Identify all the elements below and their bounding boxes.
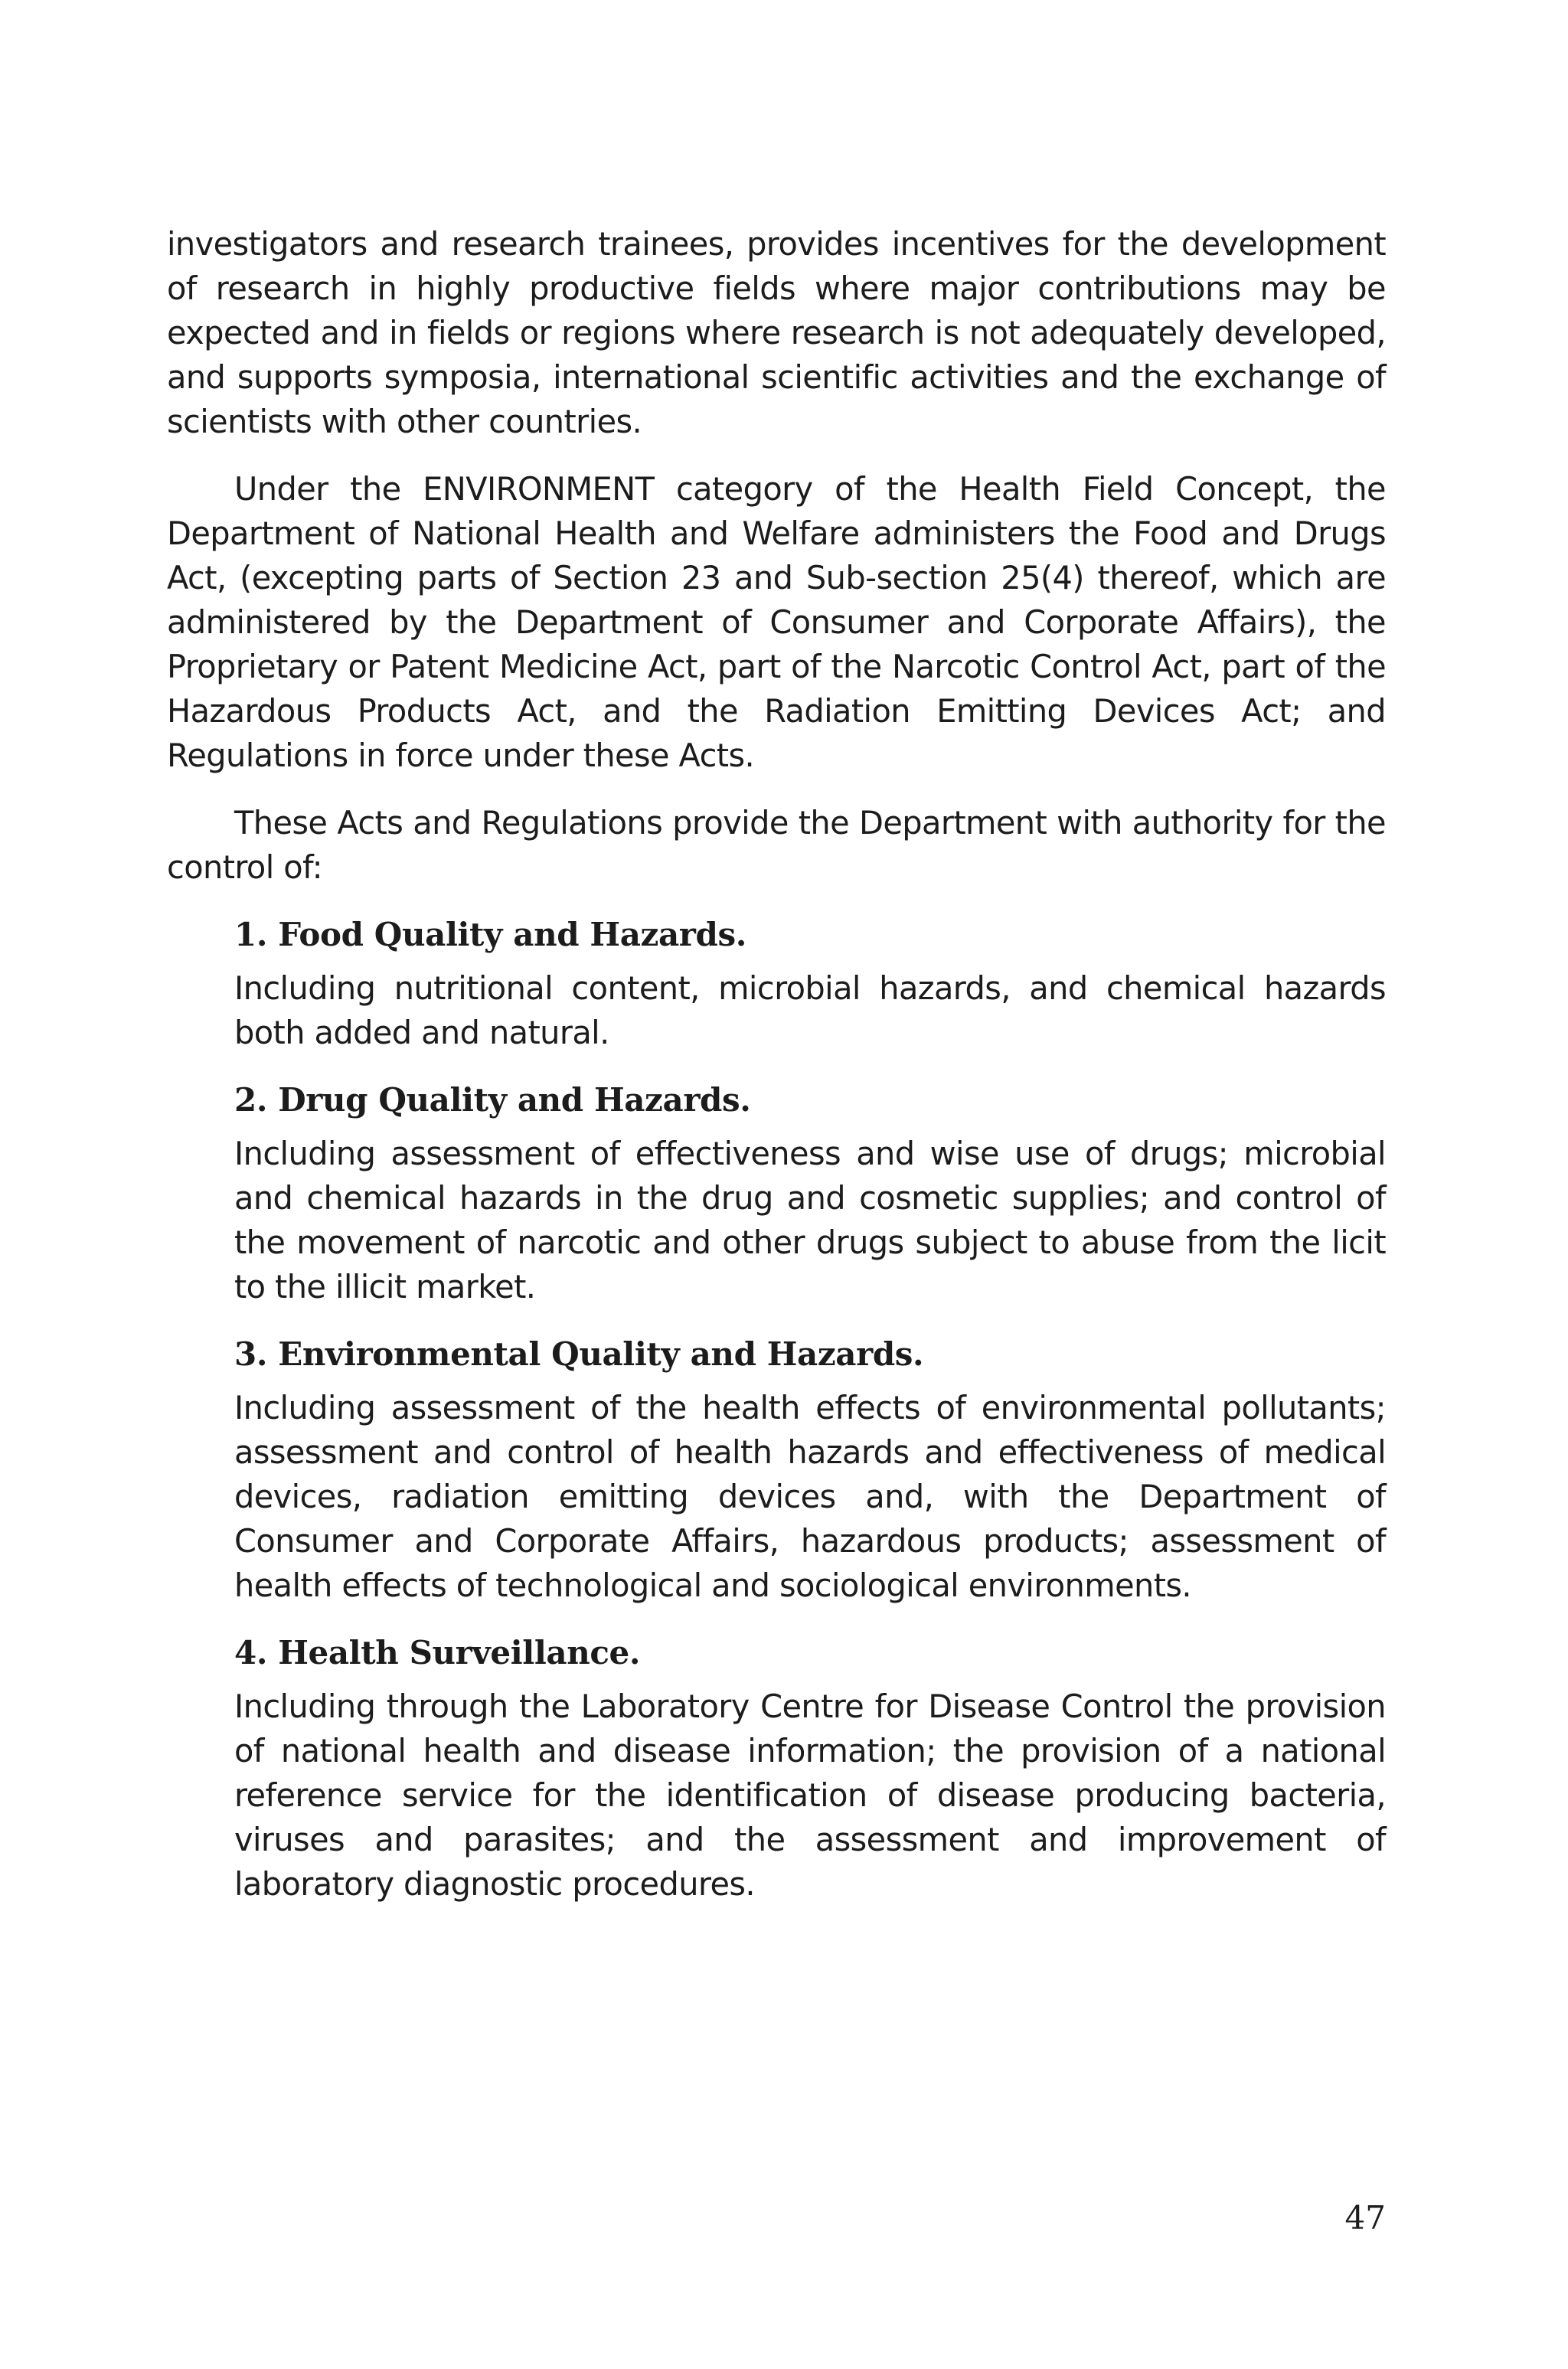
paragraph-environment-category: Under the ENVIRONMENT category of the Health Field Concept, the Department of National Health and Welfare administers the Food and Drugs Act, (excepting parts of Section 23 and Sub-section 25(4) thereof, which are administered by the Department of Consumer and Corporate Affairs), the Proprietary or Patent Medicine Act, part of the Narcotic Control Act, part of the Hazardous Products Act, and the Radiation Emitting Devices Act; and Regulations in force under these Acts. [167,470,1386,774]
paragraph-acts-authority: These Acts and Regulations provide the Department with authority for the control of: [167,804,1386,886]
list-item-surveillance [234,1631,1386,1907]
body-text [167,222,1386,1930]
item-heading: 4. Health Surveillance. [234,1634,641,1671]
item-body: Including assessment of the health effects of environmental pollutants; assessment and control of health hazards and effectiveness of medical devices, radiation emitting devices and, with the Department of Consumer and Corporate Affairs, hazardous products; assessment of health effects of technological and sociological environments. [234,1389,1386,1604]
item-body: Including through the Laboratory Centre for Disease Control the provision of national health and disease information; the provision of a national reference service for the identification of disease producing bacteria, viruses and parasites; and the assessment and improvement of laboratory diagnostic procedures. [234,1688,1386,1903]
item-heading: 2. Drug Quality and Hazards. [234,1081,751,1119]
list-item-food [234,913,1386,1055]
item-heading: 3. Environmental Quality and Hazards. [234,1335,924,1373]
item-body: Including nutritional content, microbial hazards, and chemical hazards both added and natural. [234,969,1386,1051]
paragraph-research-continuation: investigators and research trainees, provides incentives for the development of research in highly productive fields where major contributions may be expected and in fields or regions where research is not adequately developed, and supports symposia, international scientific activities and the exchange of scientists with other countries. [167,225,1386,440]
list-item-drug [234,1078,1386,1309]
item-body: Including assessment of effectiveness and wise use of drugs; microbial and chemical hazards in the drug and cosmetic supplies; and control of the movement of narcotic and other drugs subject to abuse from the licit to the illicit market. [234,1135,1386,1305]
item-heading: 1. Food Quality and Hazards. [234,916,746,953]
list-item-environmental [234,1332,1386,1608]
page-number: 47 [1344,2199,1386,2237]
